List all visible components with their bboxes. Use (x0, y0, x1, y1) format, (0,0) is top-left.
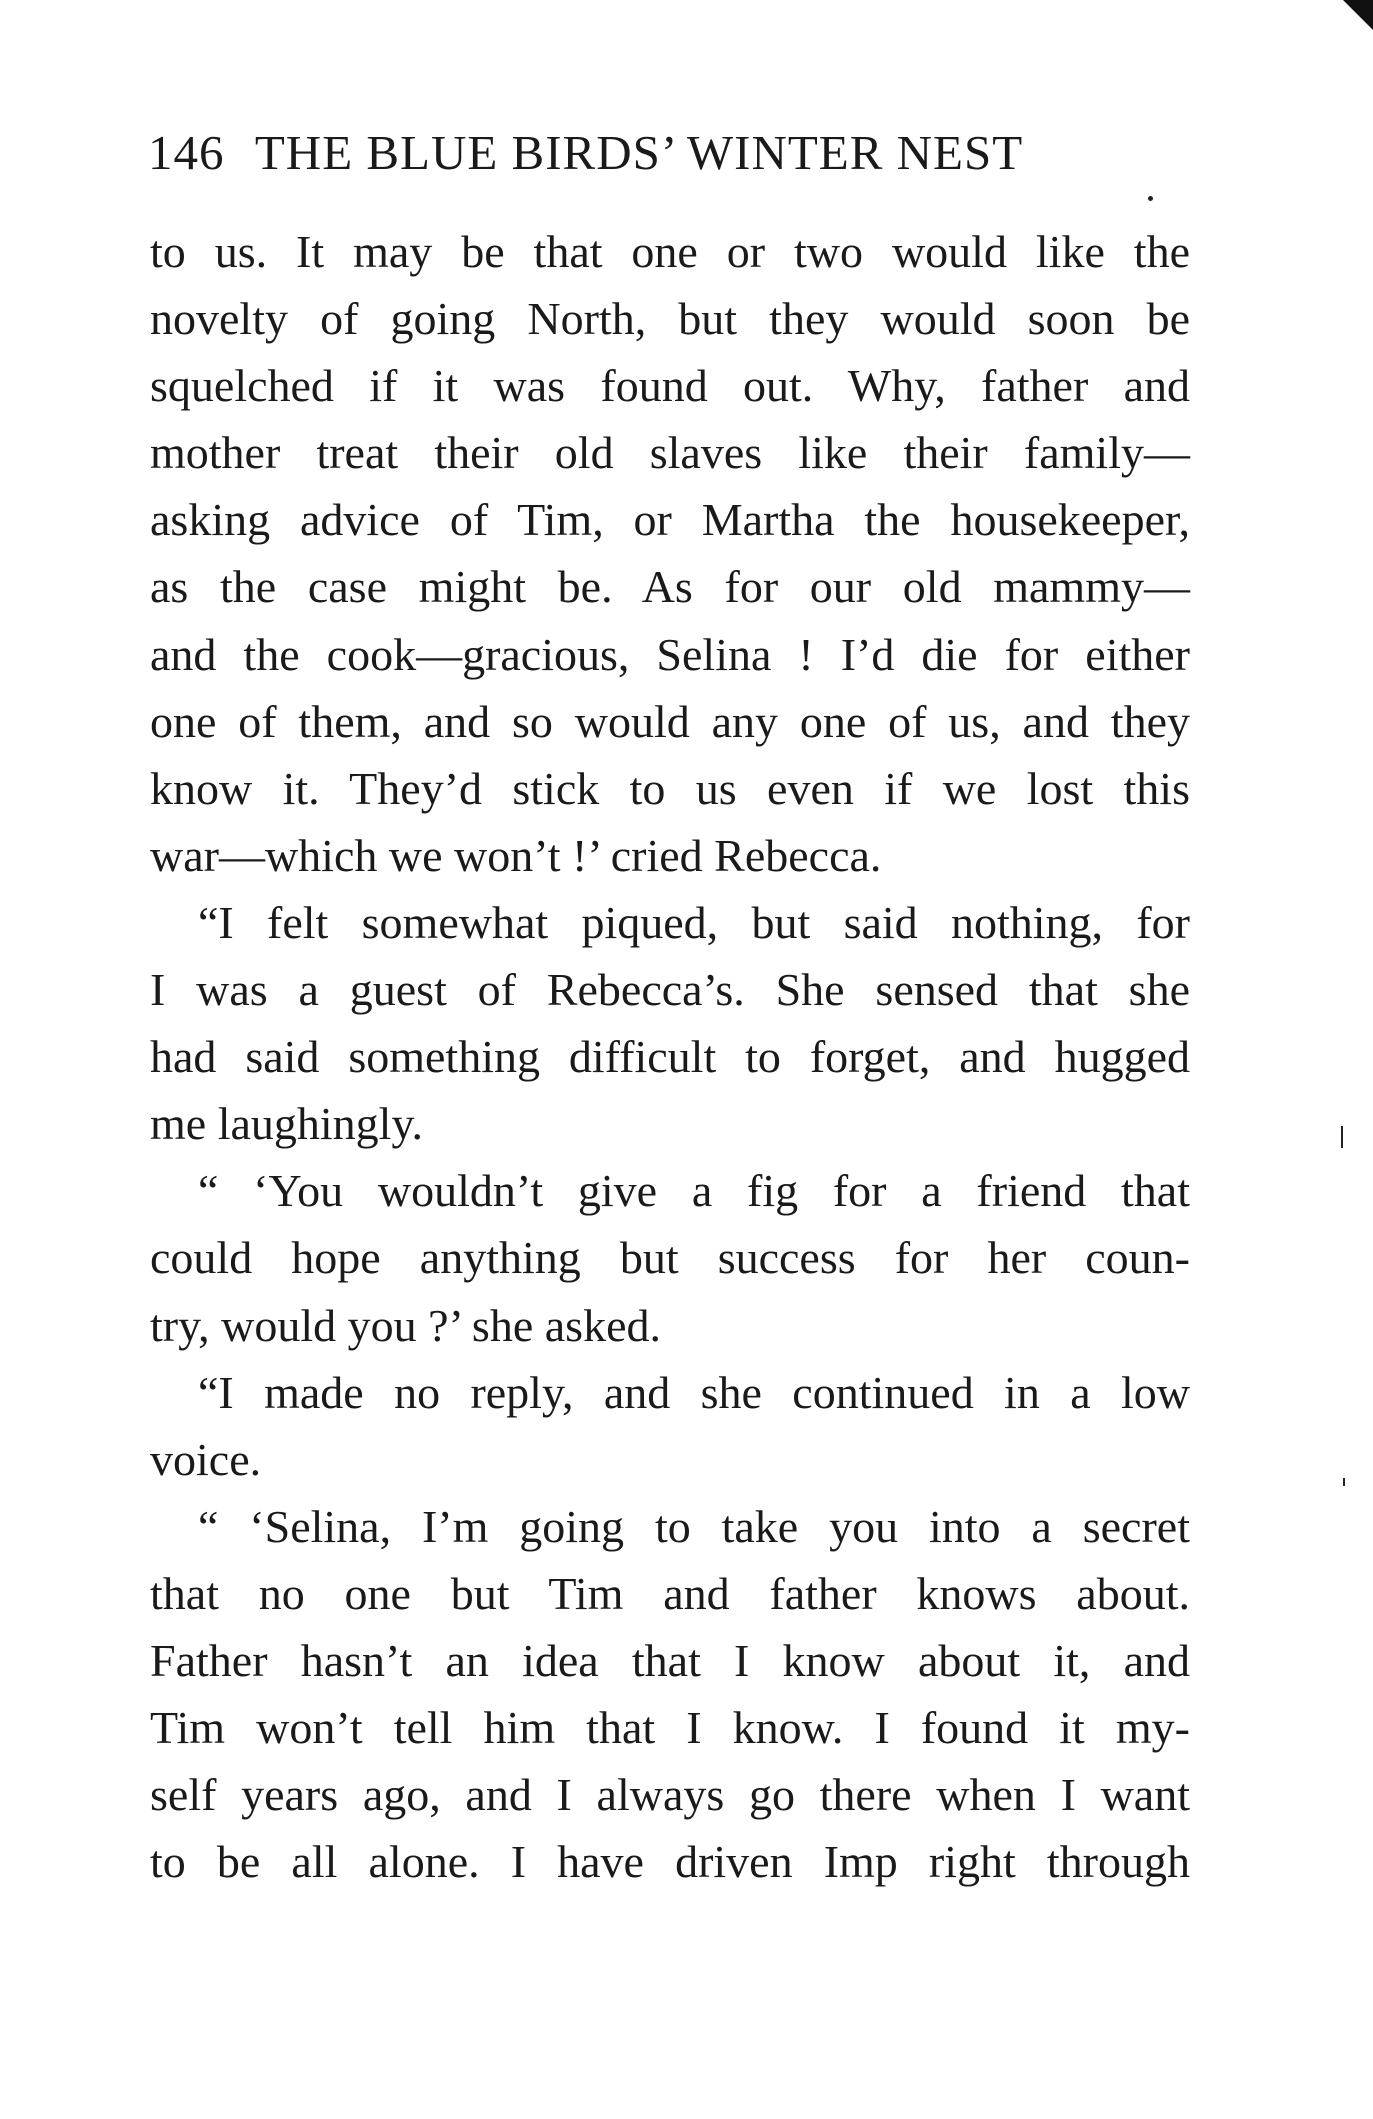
text-line: “ ‘Selina, I’m going to take you into a secret (198, 1500, 1190, 1552)
page-number: 146 (148, 125, 225, 180)
text-line: and the cook—gracious, Selina ! I’d die for either (150, 628, 1190, 680)
text-line: war—which we won’t !’ cried Rebecca. (150, 829, 882, 881)
text-line: self years ago, and I always go there when I want (150, 1769, 1190, 1821)
text-line: had said something difficult to forget, and hugged (150, 1031, 1190, 1083)
text-line: to be all alone. I have driven Imp right through (150, 1836, 1190, 1888)
scan-speck (1343, 1478, 1345, 1486)
text-line: I was a guest of Rebecca’s. She sensed that she (150, 964, 1190, 1016)
text-line: squelched if it was found out. Why, father and (150, 360, 1190, 412)
text-line: could hope anything but success for her coun- (150, 1232, 1190, 1284)
text-line: me laughingly. (150, 1098, 423, 1150)
text-line: “ ‘You wouldn’t give a fig for a friend that (198, 1165, 1190, 1217)
text-line: to us. It may be that one or two would like the (150, 226, 1190, 277)
text-line: asking advice of Tim, or Martha the housekeeper, (150, 494, 1190, 546)
text-line: Tim won’t tell him that I know. I found it my- (150, 1702, 1190, 1754)
running-title: THE BLUE BIRDS’ WINTER NEST (254, 125, 1024, 180)
text-line: Father hasn’t an idea that I know about it, and (150, 1634, 1190, 1686)
text-line: voice. (150, 1433, 262, 1485)
scan-speck (1148, 196, 1153, 201)
running-head (148, 125, 1024, 180)
scan-speck (1341, 1126, 1343, 1148)
text-line: as the case might be. As for our old mammy— (150, 561, 1190, 613)
text-line: mother treat their old slaves like their family— (150, 427, 1190, 479)
text-line: try, would you ?’ she asked. (150, 1299, 661, 1351)
text-line: “I felt somewhat piqued, but said nothing, for (198, 896, 1190, 948)
page-corner-mark (1343, 0, 1373, 30)
text-line: one of them, and so would any one of us, and they (150, 695, 1190, 747)
body-text (150, 218, 1190, 1895)
text-line: novelty of going North, but they would soon be (150, 293, 1190, 345)
text-line: that no one but Tim and father knows about. (150, 1567, 1190, 1619)
text-line: “I made no reply, and she continued in a low (198, 1366, 1190, 1418)
text-line: know it. They’d stick to us even if we lost this (150, 762, 1190, 814)
